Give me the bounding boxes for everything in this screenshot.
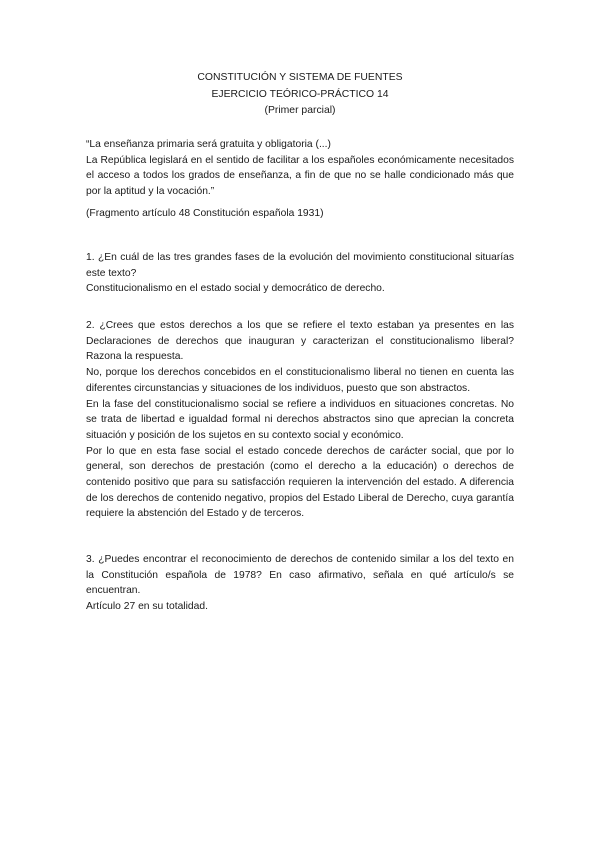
question-2-text: 2. ¿Crees que estos derechos a los que se refiere el texto estaban ya presentes en las Declaraciones de derechos que inauguran y caracterizan el constitucionalismo liberal? Razona la respuesta. [86,320,514,363]
answer-3-paragraph: Artículo 27 en su totalidad. [86,601,208,613]
document-header [0,70,600,120]
answer-1-paragraph: Constitucionalismo en el estado social y democrático de derecho. [86,283,385,295]
question-3-block [86,552,514,615]
question-1-block [86,250,514,297]
answer-2-paragraph-3: Por lo que en esta fase social el estado concede derechos de carácter social, que por lo general, son derechos de prestación (como el derecho a la educación) o derechos de contenido positivo que para su satisfacción requieren la intervención del estado. A diferencia de los derechos de contenido negativo, propios del Estado Liberal de Derecho, cuya garantía requiere la abstención del Estado y de terceros. [86,445,514,520]
answer-2-paragraph-1: No, porque los derechos concebidos en el constitucionalismo liberal no tienen en cuenta las diferentes circunstancias y situaciones de los individuos, puesto que son abstractos. [86,367,514,394]
document-subtitle: EJERCICIO TEÓRICO-PRÁCTICO 14 [211,88,389,100]
quote-block [86,137,514,200]
document-title: CONSTITUCIÓN Y SISTEMA DE FUENTES [197,72,403,83]
answer-2-paragraph-2: En la fase del constitucionalismo social se refiere a individuos en situaciones concretas. No se trata de libertad e igualdad formal ni derechos abstractos sino que aprecian la concreta situación y posición de los sujetos en su contexto social y económico. [86,398,514,441]
quote-body: La República legislará en el sentido de facilitar a los españoles económicamente necesitados el acceso a todos los grados de enseñanza, a fin de que no se halle condicionado más que por la aptitud y la vocación.” [86,154,514,198]
document-note: (Primer parcial) [264,105,336,116]
quote-source-text: (Fragmento artículo 48 Constitución española 1931) [86,208,324,219]
quote-first-line: “La enseñanza primaria será gratuita y obligatoria (...) [86,139,331,150]
question-1-text: 1. ¿En cuál de las tres grandes fases de la evolución del movimiento constitucional situarías este texto? [86,252,514,279]
quote-source [86,206,514,222]
question-3-text: 3. ¿Puedes encontrar el reconocimiento de derechos de contenido similar a los del texto en la Constitución española de 1978? En caso afirmativo, señala en qué artículo/s se encuentran. [86,554,514,597]
question-2-block [86,318,514,522]
